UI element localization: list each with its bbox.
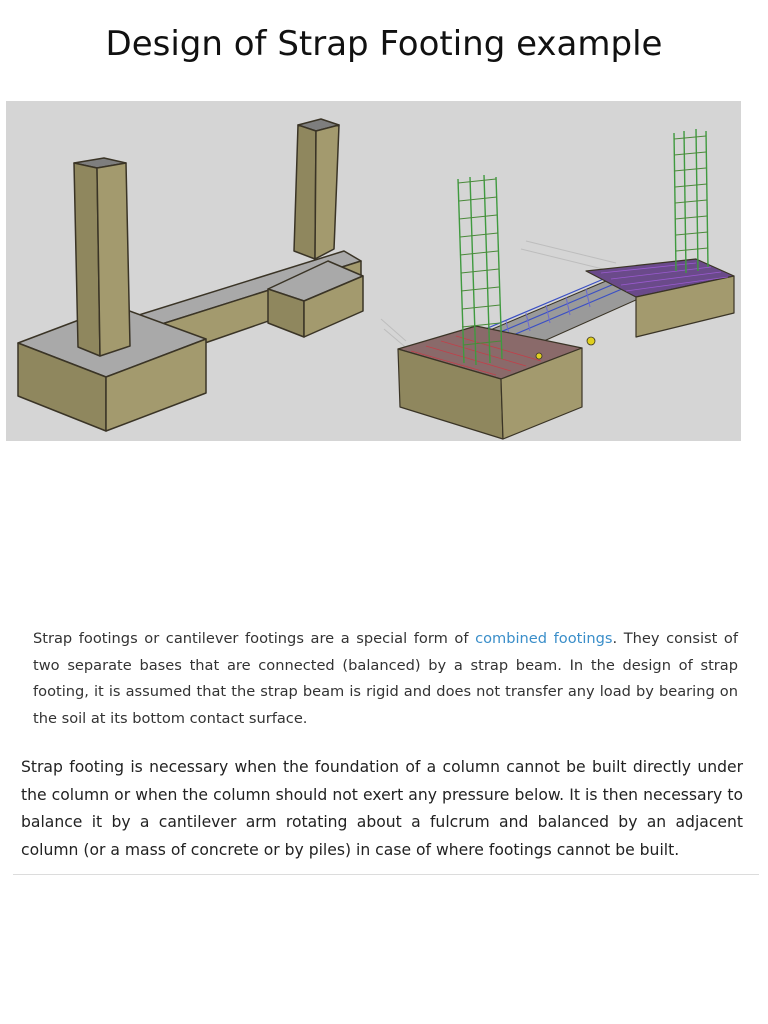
solid-footing-model [18,119,363,431]
paragraph-definition-text-start: Strap footings or cantilever footings are a special form of [33,630,476,647]
divider [13,874,759,875]
combined-footings-link[interactable]: combined footings [475,630,613,647]
page-title: Design of Strap Footing example [105,24,663,64]
paragraph-definition-text-end: . They consist of two separate bases that are connected (balanced) by a strap beam. In the design of strap footing, it is assumed that the strap beam is rigid and does not transfer any load by bearing on the soil at its bottom contact surface. [33,630,738,727]
paragraph-definition [33,626,738,732]
strap-footing-illustration [6,101,741,441]
paragraph-necessity: Strap footing is necessary when the foundation of a column cannot be built directly under the column or when the column should not exert any pressure below. It is then necessary to balance it by a cantilever arm rotating about a fulcrum and balanced by an adjacent column (or a mass of concrete or by piles) in case of where footings cannot be built. [21,758,743,859]
reinforced-footing-model [381,129,734,439]
